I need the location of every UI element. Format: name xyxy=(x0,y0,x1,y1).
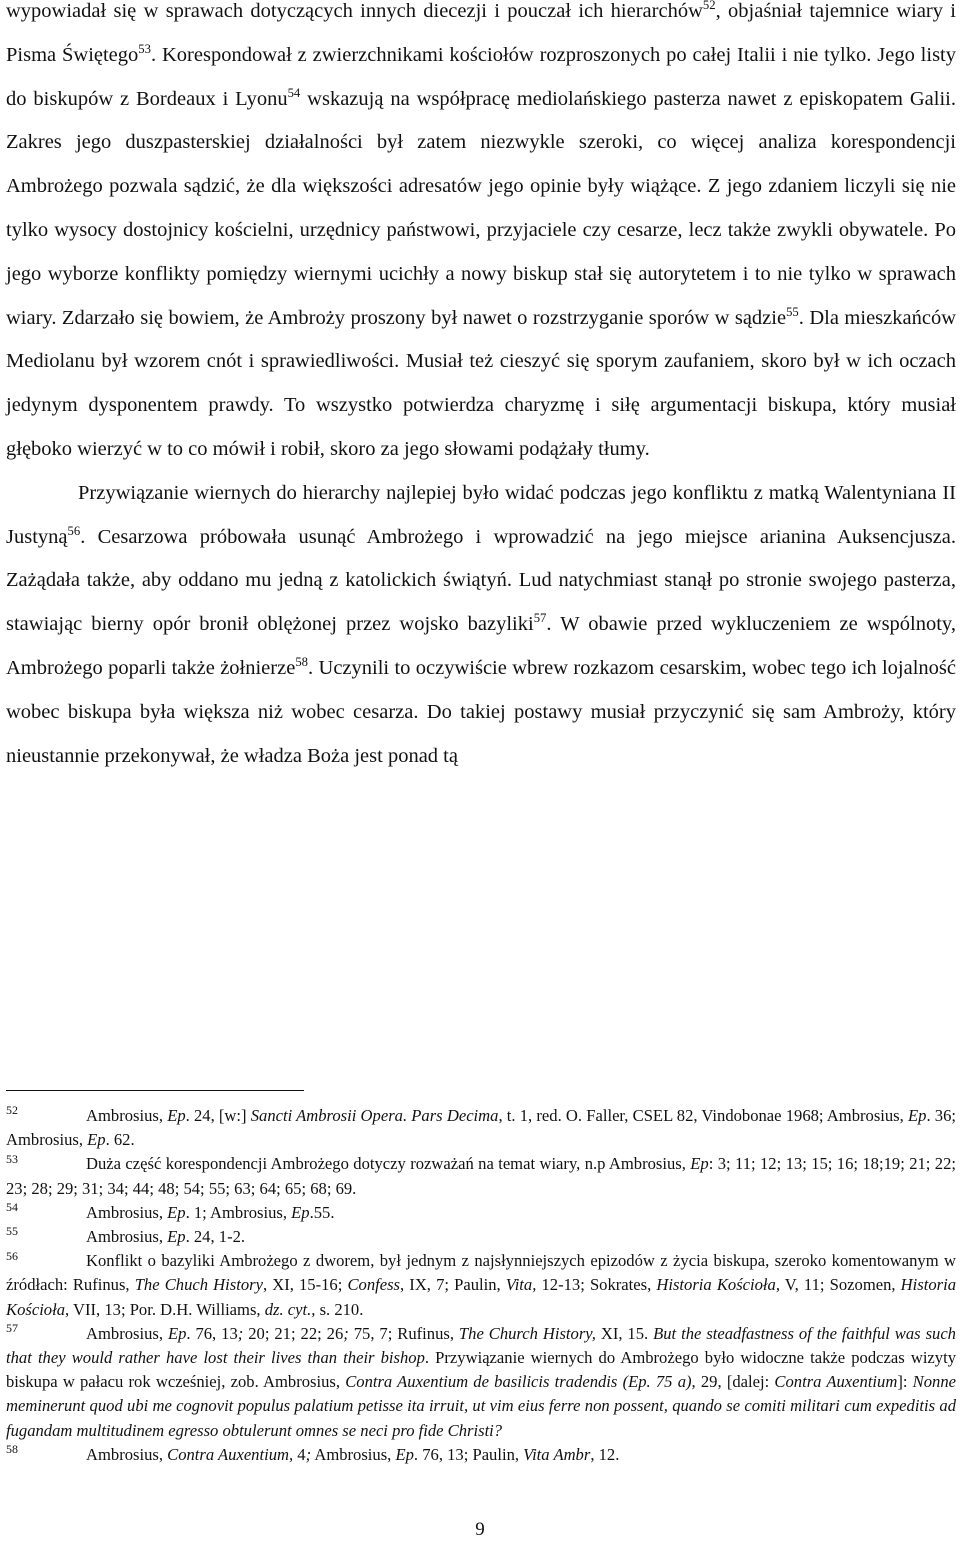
text-run: . 24, [w:] xyxy=(185,1106,251,1125)
text-run: , t. 1, red. O. Faller, CSEL 82, Vindobonae 1968; Ambrosius, xyxy=(498,1106,908,1125)
footnote-ref-58[interactable]: 58 xyxy=(295,655,309,670)
text-run: 20; 21; 22; 26 xyxy=(243,1323,344,1343)
footnote-ref-57[interactable]: 57 xyxy=(533,611,547,626)
italic-run: Confess xyxy=(347,1275,401,1295)
italic-run: ; xyxy=(305,1444,312,1464)
page-number: 9 xyxy=(475,1519,485,1540)
italic-run: Historia Kościoła xyxy=(6,1275,956,1319)
text-run: . 76, 13; Paulin, xyxy=(413,1444,524,1464)
footnote-52: 52 Ambrosius, Ep. 24, [w:] Sancti Ambrosii Opera. Pars Decima, t. 1, red. O. Faller, CSEL 82, Vindobonae 1968; Ambrosius, Ep. 36; Ambrosius, Ep. 62. xyxy=(6,1103,956,1150)
italic-run: Ep xyxy=(908,1106,927,1125)
text-run: Ambrosius, xyxy=(86,1323,168,1343)
footnote-56: 56 Konflikt o bazyliki Ambrożego z dworem, był jednym z najsłynniejszych epizodów z życia biskupa, szeroko komentowanym w źródłach: Rufinus, The Chuch History, XI, 15-16; Confess, IX, 7; Paulin, Vita, 12-13; Sokrates, Historia Kościoła, V, 11; Sozomen, Historia Kościoła, VII, 13; Por. D.H. Williams, dz. cyt., s. 210. xyxy=(6,1248,956,1319)
text-run: Ambrosius, xyxy=(86,1106,168,1125)
text-run: . Cesarzowa próbowała usunąć Ambrożego i wprowadzić na jego miejsce arianina Auksencjusza. Zażądała także, aby oddano mu jedną z katolickich świątyń. Lud natychmiast stanął po stronie swojego pasterza, stawiając bierny opór bronił oblężonej przez wojsko bazyliki xyxy=(6,525,956,636)
text-run: . Uczynili to oczywiście wbrew rozkazom cesarskim, wobec tego ich lojalność wobec biskupa była większa niż wobec cesarza. Do takiej postawy musiał przyczynić się sam Ambroży, który nieustannie przekonywał, że władza Boża jest ponad tą xyxy=(6,656,956,767)
italic-run: Contra Auxentium xyxy=(774,1372,898,1392)
footnote-ref-52[interactable]: 52 xyxy=(702,0,716,13)
text-run: , IX, 7; Paulin, xyxy=(400,1275,506,1295)
italic-run: Historia Kościoła, xyxy=(656,1275,780,1295)
text-run: . 24, 1-2. xyxy=(185,1227,246,1247)
italic-run: dz. cyt., xyxy=(264,1299,316,1319)
italic-run: Vita Ambr xyxy=(523,1444,591,1464)
footnote-ref-53[interactable]: 53 xyxy=(138,41,151,56)
paragraph-2 xyxy=(6,472,956,779)
footnote-54: 54 Ambrosius, Ep. 1; Ambrosius, Ep.55. xyxy=(6,1200,335,1222)
italic-run: ; xyxy=(343,1323,349,1343)
main-text xyxy=(6,0,956,778)
text-run: Konflikt o bazyliki Ambrożego z dworem, był jednym z najsłynniejszych epizodów z życia biskupa, szeroko komentowanym w źródłach: Rufinus, xyxy=(6,1251,956,1295)
text-run: .55. xyxy=(309,1202,335,1222)
text-run: wskazują na współpracę mediolańskiego pasterza nawet z episkopatem Galii. Zakres jego duszpasterskiej działalności był zatem niezwykle szeroki, co więcej analiza korespondencji Ambrożego pozwala sądzić, że dla większości adresatów jego opinie były wiążące. Z jego zdaniem liczyli się nie tylko wysocy dostojnicy kościelni, urzędnicy państwowi, przyjaciele czy cesarze, lecz także zwykli obywatele. Po jego wyborze konflikty pomiędzy wiernymi ucichły a nowy biskup stał się autorytetem i to nie tylko w sprawach wiary. Zdarzało się bowiem, że Ambroży proszony był nawet o rozstrzyganie sporów w sądzie xyxy=(6,87,956,329)
italic-run: But the steadfastness of the faithful was such that they would rather have lost their lives than their bishop xyxy=(6,1323,956,1368)
text-run: Ambrosius, xyxy=(86,1202,168,1222)
italic-run: Ep xyxy=(167,1227,186,1247)
italic-run: Contra Auxentium de basilicis tradendis (Ep. 75 a), xyxy=(345,1372,696,1392)
text-run: : 3; 11; 12; 13; 15; 16; 18;19; 21; 22; 23; 28; 29; 31; 34; 44; 48; 54; 55; 63; 64; 65; 68; 69. xyxy=(6,1154,956,1198)
italic-run: Ep xyxy=(87,1130,106,1150)
text-run: Przywiązanie wiernych do hierarchy najlepiej było widać podczas jego konfliktu z matką Walentyniana II Justyną xyxy=(6,481,956,548)
text-run: . Przywiązanie wiernych do Ambrożego było widoczne także podczas wizyty biskupa w pałacu rok wcześniej, zob. Ambrosius, xyxy=(6,1348,956,1392)
italic-run: The Church History, xyxy=(458,1323,596,1343)
italic-run: Contra Auxentium, xyxy=(167,1444,294,1464)
text-run: wypowiadał się w sprawach dotyczących innych diecezji i pouczał ich hierarchów xyxy=(6,0,703,22)
text-run: , objaśniał tajemnice wiary i Pisma Świętego xyxy=(6,0,956,66)
italic-run: ; xyxy=(237,1323,244,1343)
text-run: , XI, 15-16; xyxy=(262,1275,348,1295)
text-run: Ambrosius, xyxy=(311,1444,396,1464)
italic-run: The Chuch History xyxy=(134,1275,263,1295)
text-run: . Dla mieszkańców Mediolanu był wzorem cnót i sprawiedliwości. Musiał też cieszyć się sporym zaufaniem, skoro był w ich oczach jedynym dysponentem prawdy. To wszystko potwierdza charyzmę i siłę argumentacji biskupa, który musiał głęboko wierzyć w to co mówił i robił, skoro za jego słowami podążały tłumy. xyxy=(6,306,956,460)
text-run: Ambrosius, xyxy=(86,1227,168,1247)
italic-run: Vita, xyxy=(505,1275,537,1295)
italic-run: Sancti Ambrosii Opera. Pars Decima xyxy=(250,1106,499,1125)
text-run: 4 xyxy=(293,1444,306,1464)
italic-run: Nonne meminerunt quod ubi me cognovit populus palatium petisse ita irruit, ut vim eius ferre non possent, quando se comiti militari cum expeditis ad fugandam multitudinem egresso obtulerunt omnes se neci pro fide Christi? xyxy=(6,1372,956,1440)
text-run: 12-13; Sokrates, xyxy=(536,1275,657,1295)
paragraph-1 xyxy=(6,0,956,472)
italic-run: Ep xyxy=(690,1154,709,1174)
footnote-ref-54[interactable]: 54 xyxy=(287,85,301,100)
text-run: 29, [dalej: xyxy=(695,1372,775,1392)
footnote-58: 58 Ambrosius, Contra Auxentium, 4; Ambrosius, Ep. 76, 13; Paulin, Vita Ambr, 12. xyxy=(6,1442,620,1464)
text-run: , VII, 13; Por. D.H. Williams, xyxy=(65,1299,265,1319)
footnote-ref-56[interactable]: 56 xyxy=(67,523,81,538)
footnote-ref-55[interactable]: 55 xyxy=(786,304,799,319)
footnotes xyxy=(6,1104,956,1467)
text-run: . W obawie przed wykluczeniem ze wspólnoty, Ambrożego poparli także żołnierze xyxy=(6,613,956,679)
text-run: Ambrosius, xyxy=(86,1444,168,1464)
footnote-53: 53 Duża część korespondencji Ambrożego dotyczy rozważań na temat wiary, n.p Ambrosius, Ep: 3; 11; 12; 13; 15; 16; 18;19; 21; 22; 23; 28; 29; 31; 34; 44; 48; 54; 55; 63; 64; 65; 68; 69. xyxy=(6,1151,956,1198)
text-run: Duża część korespondencji Ambrożego dotyczy rozważań na temat wiary, n.p Ambrosius, xyxy=(86,1154,691,1174)
italic-run: Ep xyxy=(167,1202,186,1222)
text-run: ]: xyxy=(897,1372,913,1392)
text-run: , 12. xyxy=(590,1444,620,1464)
italic-run: Ep xyxy=(167,1323,187,1343)
italic-run: Ep xyxy=(167,1106,186,1125)
text-run: . Korespondował z zwierzchnikami kościołów rozproszonych po całej Italii i nie tylko. Jego listy do biskupów z Bordeaux i Lyonu xyxy=(6,43,956,110)
footnote-separator xyxy=(6,1090,304,1091)
italic-run: Ep xyxy=(291,1202,310,1222)
italic-run: Ep xyxy=(395,1444,414,1464)
text-run: XI, 15. xyxy=(595,1323,654,1343)
text-run: . 1; Ambrosius, xyxy=(185,1202,292,1222)
text-run: . 36; Ambrosius, xyxy=(6,1106,956,1150)
text-run: V, 11; Sozomen, xyxy=(779,1275,901,1295)
footnote-55: 55 Ambrosius, Ep. 24, 1-2. xyxy=(6,1224,246,1247)
text-run: 75, 7; Rufinus, xyxy=(348,1323,459,1343)
text-run: . 76, 13 xyxy=(186,1323,238,1343)
text-run: . 62. xyxy=(105,1130,135,1150)
footnote-57: 57 Ambrosius, Ep. 76, 13; 20; 21; 22; 26; 75, 7; Rufinus, The Church History, XI, 15. But the steadfastness of the faithful was such that they would rather have lost their lives than their bishop. Przywiązanie wiernych do Ambrożego było widoczne także podczas wizyty biskupa w pałacu rok wcześniej, zob. Ambrosius, Contra Auxentium de basilicis tradendis (Ep. 75 a), 29, [dalej: Contra Auxentium]: Nonne meminerunt quod ubi me cognovit populus palatium petisse ita irruit, ut vim eius ferre non possent, quando se comiti militari cum expeditis ad fugandam multitudinem egresso obtulerunt omnes se neci pro fide Christi? xyxy=(6,1321,956,1440)
text-run: s. 210. xyxy=(315,1299,364,1319)
